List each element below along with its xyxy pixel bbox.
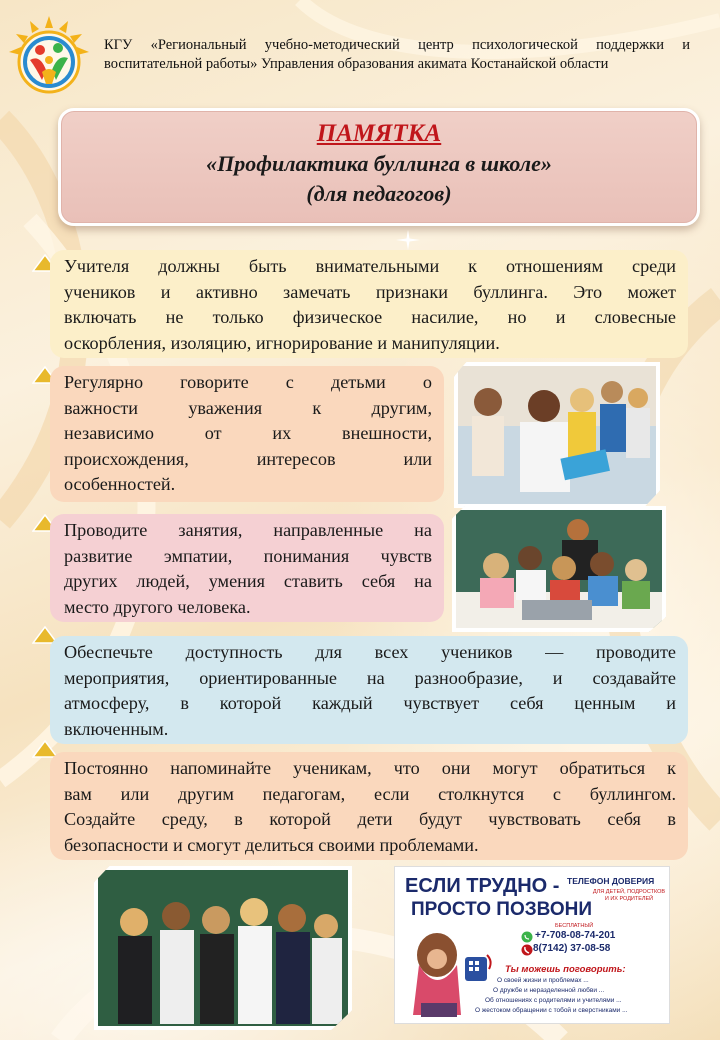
tip-card-support [50,752,688,860]
poster-topic: О жестоком обращении с тобой и сверстниками ... [475,1007,628,1014]
title-box [58,108,700,226]
tip-card-empathy [50,514,444,622]
tip-line: Обеспечьте доступность для всех учеников — проводите [64,642,676,662]
memo-topic: «Профилактика буллинга в школе» [206,151,552,176]
tip-line: включенным. [64,718,169,739]
tip-line: других людей, умения ставить себя на [64,571,432,591]
hotline-poster [394,866,670,1024]
poster-free-label: БЕСПЛАТНЫЙ [555,923,594,929]
tip-card-respect [50,366,444,502]
header [0,0,720,100]
phone-icon [521,944,533,956]
tip-line: происхождения, интересов или [64,448,432,469]
center-logo-icon [6,14,92,100]
tip-line: безопасности и смогут делиться своими проблемами. [64,834,479,855]
tip-line: независимо от их внешности, [64,423,432,443]
phone-hand-icon [457,947,497,987]
tip-line: Проводите занятия, направленные на [64,520,432,540]
poster-headline: ЕСЛИ ТРУДНО - [405,875,560,897]
poster-headline: ПРОСТО ПОЗВОНИ [411,899,593,920]
tip-line: учеников и активно замечать признаки буллинга. Это может [64,281,676,302]
students-photo-icon [94,866,352,1030]
poster-topic: Об отношениях с родителями и учителями ... [485,997,622,1004]
tip-line: Учителя должны быть внимательными к отношениям среди [64,256,676,276]
tip-line: включать не только физическое насилие, но и словесные [64,307,676,327]
happy-students-photo [94,866,352,1030]
tip-line: особенностей. [64,474,176,494]
poster-can-talk: Ты можешь поговорить: [505,964,626,975]
poster-phone-landline[interactable]: 8(7142) 37-08-58 [533,943,611,954]
tip-line: место другого человека. [64,596,251,617]
children-laptop-photo [452,506,666,632]
tip-line: оскорбления, изоляцию, игнорирование и манипуляции. [64,332,500,353]
tip-line: вам или другим педагогам, если столкнутся с буллингом. [64,783,676,804]
memo-heading: ПАМЯТКА [316,120,442,147]
tip-line: важности уважения к другим, [64,397,432,418]
tip-card-inclusion [50,636,688,744]
poster-topic: О дружбе и неразделенной любви ... [493,987,605,994]
sparkle-icon [396,230,420,250]
memo-audience: (для педагогов) [306,181,452,206]
tip-line: Постоянно напоминайте ученикам, что они могут обратиться к [64,758,676,778]
poster-topic: О своей жизни и проблемах ... [497,977,589,984]
tip-line: Регулярно говорите с детьми о [64,372,432,392]
poster-phone-mobile[interactable]: +7-708-08-74-201 [535,930,616,941]
classroom-photo-icon [452,506,666,632]
tip-line: атмосферу, в которой каждый чувствует себя ценным и [64,693,676,713]
poster-for-whom: ДЛЯ ДЕТЕЙ, ПОДРОСТКОВ И ИХ РОДИТЕЛЕЙ [592,889,666,902]
organization-name: КГУ «Региональный учебно-методический центр психологической поддержки и воспитательной работы» Управления образования акимата Костанайской области [104,37,690,72]
teacher-reading-photo [454,362,660,508]
tip-line: развитие эмпатии, понимания чувств [64,545,432,566]
tip-line: Создайте среду, в которой дети будут чувствовать себя в [64,809,676,829]
tip-line: мероприятия, ориентированные на разнообразие, и создавайте [64,667,676,688]
poster-hotline-title: ТЕЛЕФОН ДОВЕРИЯ [567,876,655,886]
whatsapp-icon [521,931,533,943]
classroom-photo-icon [454,362,660,508]
tip-card-observe [50,250,688,358]
